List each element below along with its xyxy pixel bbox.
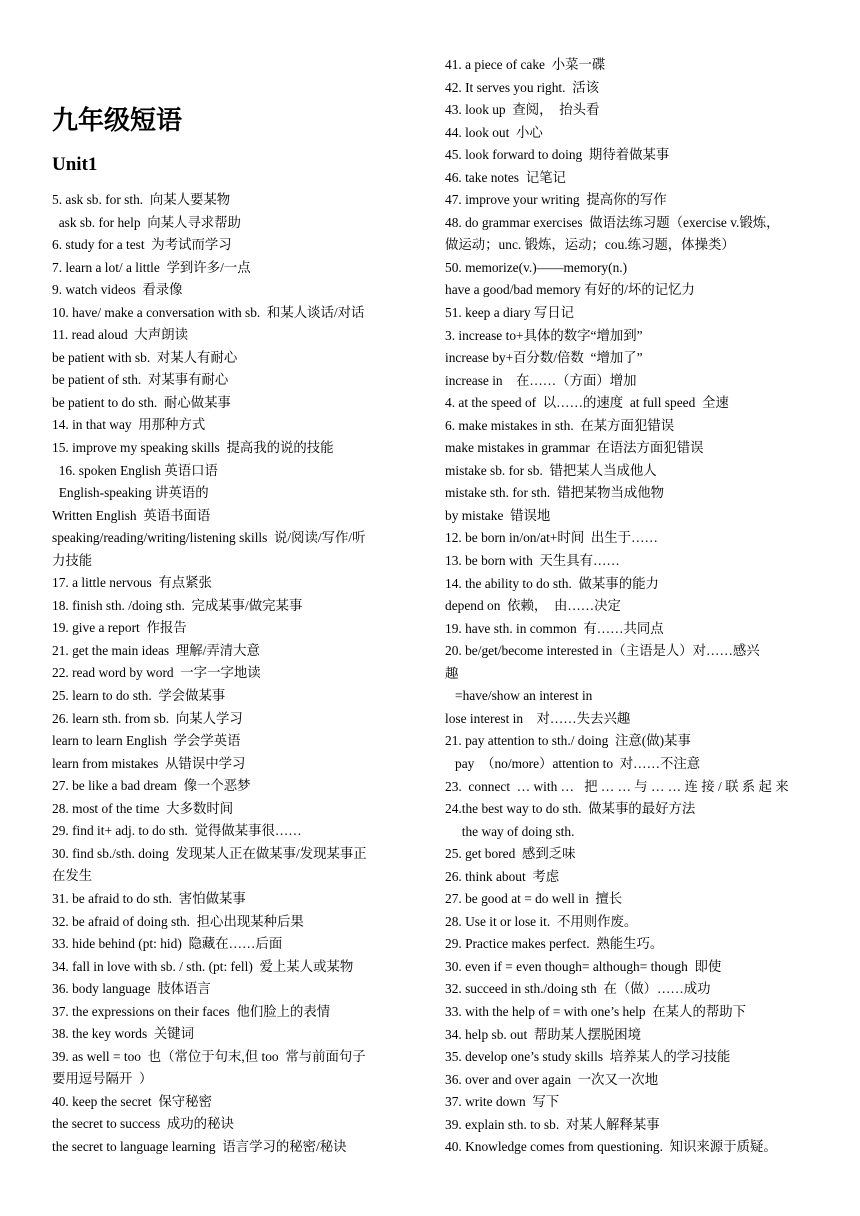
phrase-line: =have/show an interest in (445, 688, 593, 704)
phrase-line: 46. take notes 记笔记 (445, 169, 566, 185)
phrase-line: be patient with sb. 对某人有耐心 (52, 349, 238, 365)
right-phrase-list (445, 54, 789, 1159)
phrase-line: 30. find sb./sth. doing 发现某人正在做某事/发现某事正 (52, 845, 367, 861)
phrase-line: 29. find it+ adj. to do sth. 觉得做某事很…… (52, 823, 302, 839)
phrase-line: 19. have sth. in common 有……共同点 (445, 620, 664, 636)
phrase-line: 32. succeed in sth./doing sth 在（做）……成功 (445, 981, 711, 997)
phrase-line: the way of doing sth. (445, 823, 575, 839)
unit-heading: Unit1 (52, 154, 98, 175)
phrase-line: 50. memorize(v.)——memory(n.) (445, 259, 628, 275)
phrase-line: 在发生 (52, 868, 93, 884)
phrase-line: have a good/bad memory 有好的/坏的记忆力 (445, 282, 695, 298)
phrase-line: 42. It serves you right. 活该 (445, 79, 599, 95)
phrase-line: 34. fall in love with sb. / sth. (pt: fell) 爱上某人或某物 (52, 958, 354, 974)
phrase-line: mistake sth. for sth. 错把某物当成他物 (445, 485, 665, 501)
phrase-line: 36. body language 肢体语言 (52, 981, 211, 997)
phrase-line: 4. at the speed of 以……的速度 at full speed 全速 (445, 395, 729, 411)
phrase-line: 10. have/ make a conversation with sb. 和某人谈话/对话 (52, 304, 365, 320)
page-title: 九年级短语 (52, 106, 183, 136)
phrase-line: 6. study for a test 为考试而学习 (52, 237, 232, 253)
left-phrase-list (52, 189, 367, 1159)
phrase-line: 44. look out 小心 (445, 124, 543, 140)
phrase-line: 25. get bored 感到乏味 (445, 846, 576, 862)
phrase-line: 31. be afraid to do sth. 害怕做某事 (52, 890, 246, 906)
phrase-line: learn to learn English 学会学英语 (52, 733, 241, 749)
phrase-line: 36. over and over again 一次又一次地 (445, 1071, 659, 1087)
phrase-line: 39. explain sth. to sb. 对某人解释某事 (445, 1116, 660, 1132)
phrase-line: 17. a little nervous 有点紧张 (52, 575, 212, 591)
phrase-line: 27. be like a bad dream 像一个恶梦 (52, 778, 251, 794)
phrase-line: 35. develop one’s study skills 培养某人的学习技能 (445, 1049, 731, 1065)
phrase-line: 7. learn a lot/ a little 学到许多/一点 (52, 259, 251, 275)
phrase-line: 要用逗号隔开 ） (52, 1071, 153, 1087)
phrase-line: 43. look up 查阅， 抬头看 (445, 102, 600, 118)
phrase-line: pay （no/more）attention to 对……不注意 (445, 755, 701, 771)
phrase-line: 40. keep the secret 保守秘密 (52, 1093, 212, 1109)
phrase-line: 25. learn to do sth. 学会做某事 (52, 688, 226, 704)
phrase-line: 27. be good at = do well in 擅长 (445, 891, 623, 907)
phrase-line: 22. read word by word 一字一字地读 (52, 665, 261, 681)
phrase-line: 12. be born in/on/at+时间 出生于…… (445, 530, 658, 546)
phrase-line: 29. Practice makes perfect. 熟能生巧。 (445, 936, 664, 952)
phrase-line: 11. read aloud 大声朗读 (52, 327, 188, 343)
phrase-line: 24.the best way to do sth. 做某事的最好方法 (445, 801, 696, 817)
phrase-line: 21. pay attention to sth./ doing 注意(做)某事 (445, 733, 691, 749)
phrase-line: 9. watch videos 看录像 (52, 282, 183, 298)
phrase-line: 14. in that way 用那种方式 (52, 417, 206, 433)
phrase-line: 37. write down 写下 (445, 1094, 560, 1110)
phrase-line: 19. give a report 作报告 (52, 620, 187, 636)
phrase-line: 33. hide behind (pt: hid) 隐藏在……后面 (52, 936, 283, 952)
phrase-line: 32. be afraid of doing sth. 担心出现某种后果 (52, 913, 304, 929)
phrase-line: speaking/reading/writing/listening skills 说/阅读/写作/听 (52, 530, 366, 546)
phrase-line: increase by+百分数/倍数 “增加了” (445, 350, 643, 366)
phrase-line: 41. a piece of cake 小菜一碟 (445, 57, 606, 72)
phrase-line: 39. as well = too 也（常位于句末,但 too 常与前面句子 (52, 1048, 366, 1064)
phrase-line: 做运动；unc. 锻炼，运动；cou.练习题，体操类） (445, 237, 735, 253)
phrase-line: 33. with the help of = with one’s help 在某人的帮助下 (445, 1003, 747, 1019)
phrase-line: 趣 (445, 665, 459, 681)
phrase-line: 28. most of the time 大多数时间 (52, 800, 234, 816)
phrase-line: make mistakes in grammar 在语法方面犯错误 (445, 440, 704, 456)
phrase-line: 38. the key words 关键词 (52, 1026, 195, 1042)
phrase-line: 14. the ability to do sth. 做某事的能力 (445, 575, 659, 591)
phrase-line: learn from mistakes 从错误中学习 (52, 755, 246, 771)
phrase-line: Written English 英语书面语 (52, 507, 211, 523)
phrase-line: mistake sb. for sb. 错把某人当成他人 (445, 462, 657, 478)
phrase-line: the secret to success 成功的秘诀 (52, 1116, 234, 1132)
phrase-line: 26. learn sth. from sb. 向某人学习 (52, 710, 243, 726)
phrase-line: 16. spoken English 英语口语 (52, 462, 218, 478)
phrase-line: 28. Use it or lose it. 不用则作废。 (445, 913, 638, 929)
phrase-line: 力技能 (52, 552, 93, 568)
phrase-line: 34. help sb. out 帮助某人摆脱困境 (445, 1026, 642, 1042)
phrase-line: by mistake 错误地 (445, 507, 551, 523)
phrase-line: 48. do grammar exercises 做语法练习题（exercise v.锻炼， (445, 214, 780, 230)
phrase-line: ask sb. for help 向某人寻求帮助 (52, 214, 241, 230)
phrase-line: 40. Knowledge comes from questioning. 知识来源于质疑。 (445, 1139, 777, 1155)
phrase-line: 30. even if = even though= although= though 即使 (445, 958, 722, 974)
phrase-line: 51. keep a diary 写日记 (445, 305, 575, 321)
phrase-line: 3. increase to+具体的数字“增加到” (445, 327, 643, 343)
phrase-line: 18. finish sth. /doing sth. 完成某事/做完某事 (52, 597, 303, 613)
phrase-line: be patient of sth. 对某事有耐心 (52, 372, 229, 388)
phrase-line: 13. be born with 天生具有…… (445, 553, 620, 569)
phrase-line: 47. improve your writing 提高你的写作 (445, 192, 667, 208)
phrase-line: 26. think about 考虑 (445, 868, 560, 884)
phrase-line: 6. make mistakes in sth. 在某方面犯错误 (445, 417, 675, 433)
phrase-line: English-speaking 讲英语的 (52, 485, 209, 501)
phrase-line: the secret to language learning 语言学习的秘密/秘诀 (52, 1138, 347, 1154)
phrase-line: depend on 依赖， 由……决定 (445, 598, 621, 614)
phrase-line: 5. ask sb. for sth. 向某人要某物 (52, 192, 231, 207)
phrase-line: 20. be/get/become interested in（主语是人）对……感兴 (445, 643, 760, 659)
phrase-line: 45. look forward to doing 期待着做某事 (445, 147, 670, 163)
phrase-line: increase in 在……（方面）增加 (445, 372, 637, 388)
phrase-line: 21. get the main ideas 理解/弄清大意 (52, 642, 260, 658)
phrase-line: be patient to do sth. 耐心做某事 (52, 394, 231, 410)
phrase-line: lose interest in 对……失去兴趣 (445, 710, 631, 726)
phrase-line: 15. improve my speaking skills 提高我的说的技能 (52, 440, 334, 456)
phrase-line: 37. the expressions on their faces 他们脸上的表情 (52, 1003, 331, 1019)
phrase-line: 23. connect … with … 把 … … 与 … … 连 接 / 联 系 起 来 (445, 778, 789, 794)
